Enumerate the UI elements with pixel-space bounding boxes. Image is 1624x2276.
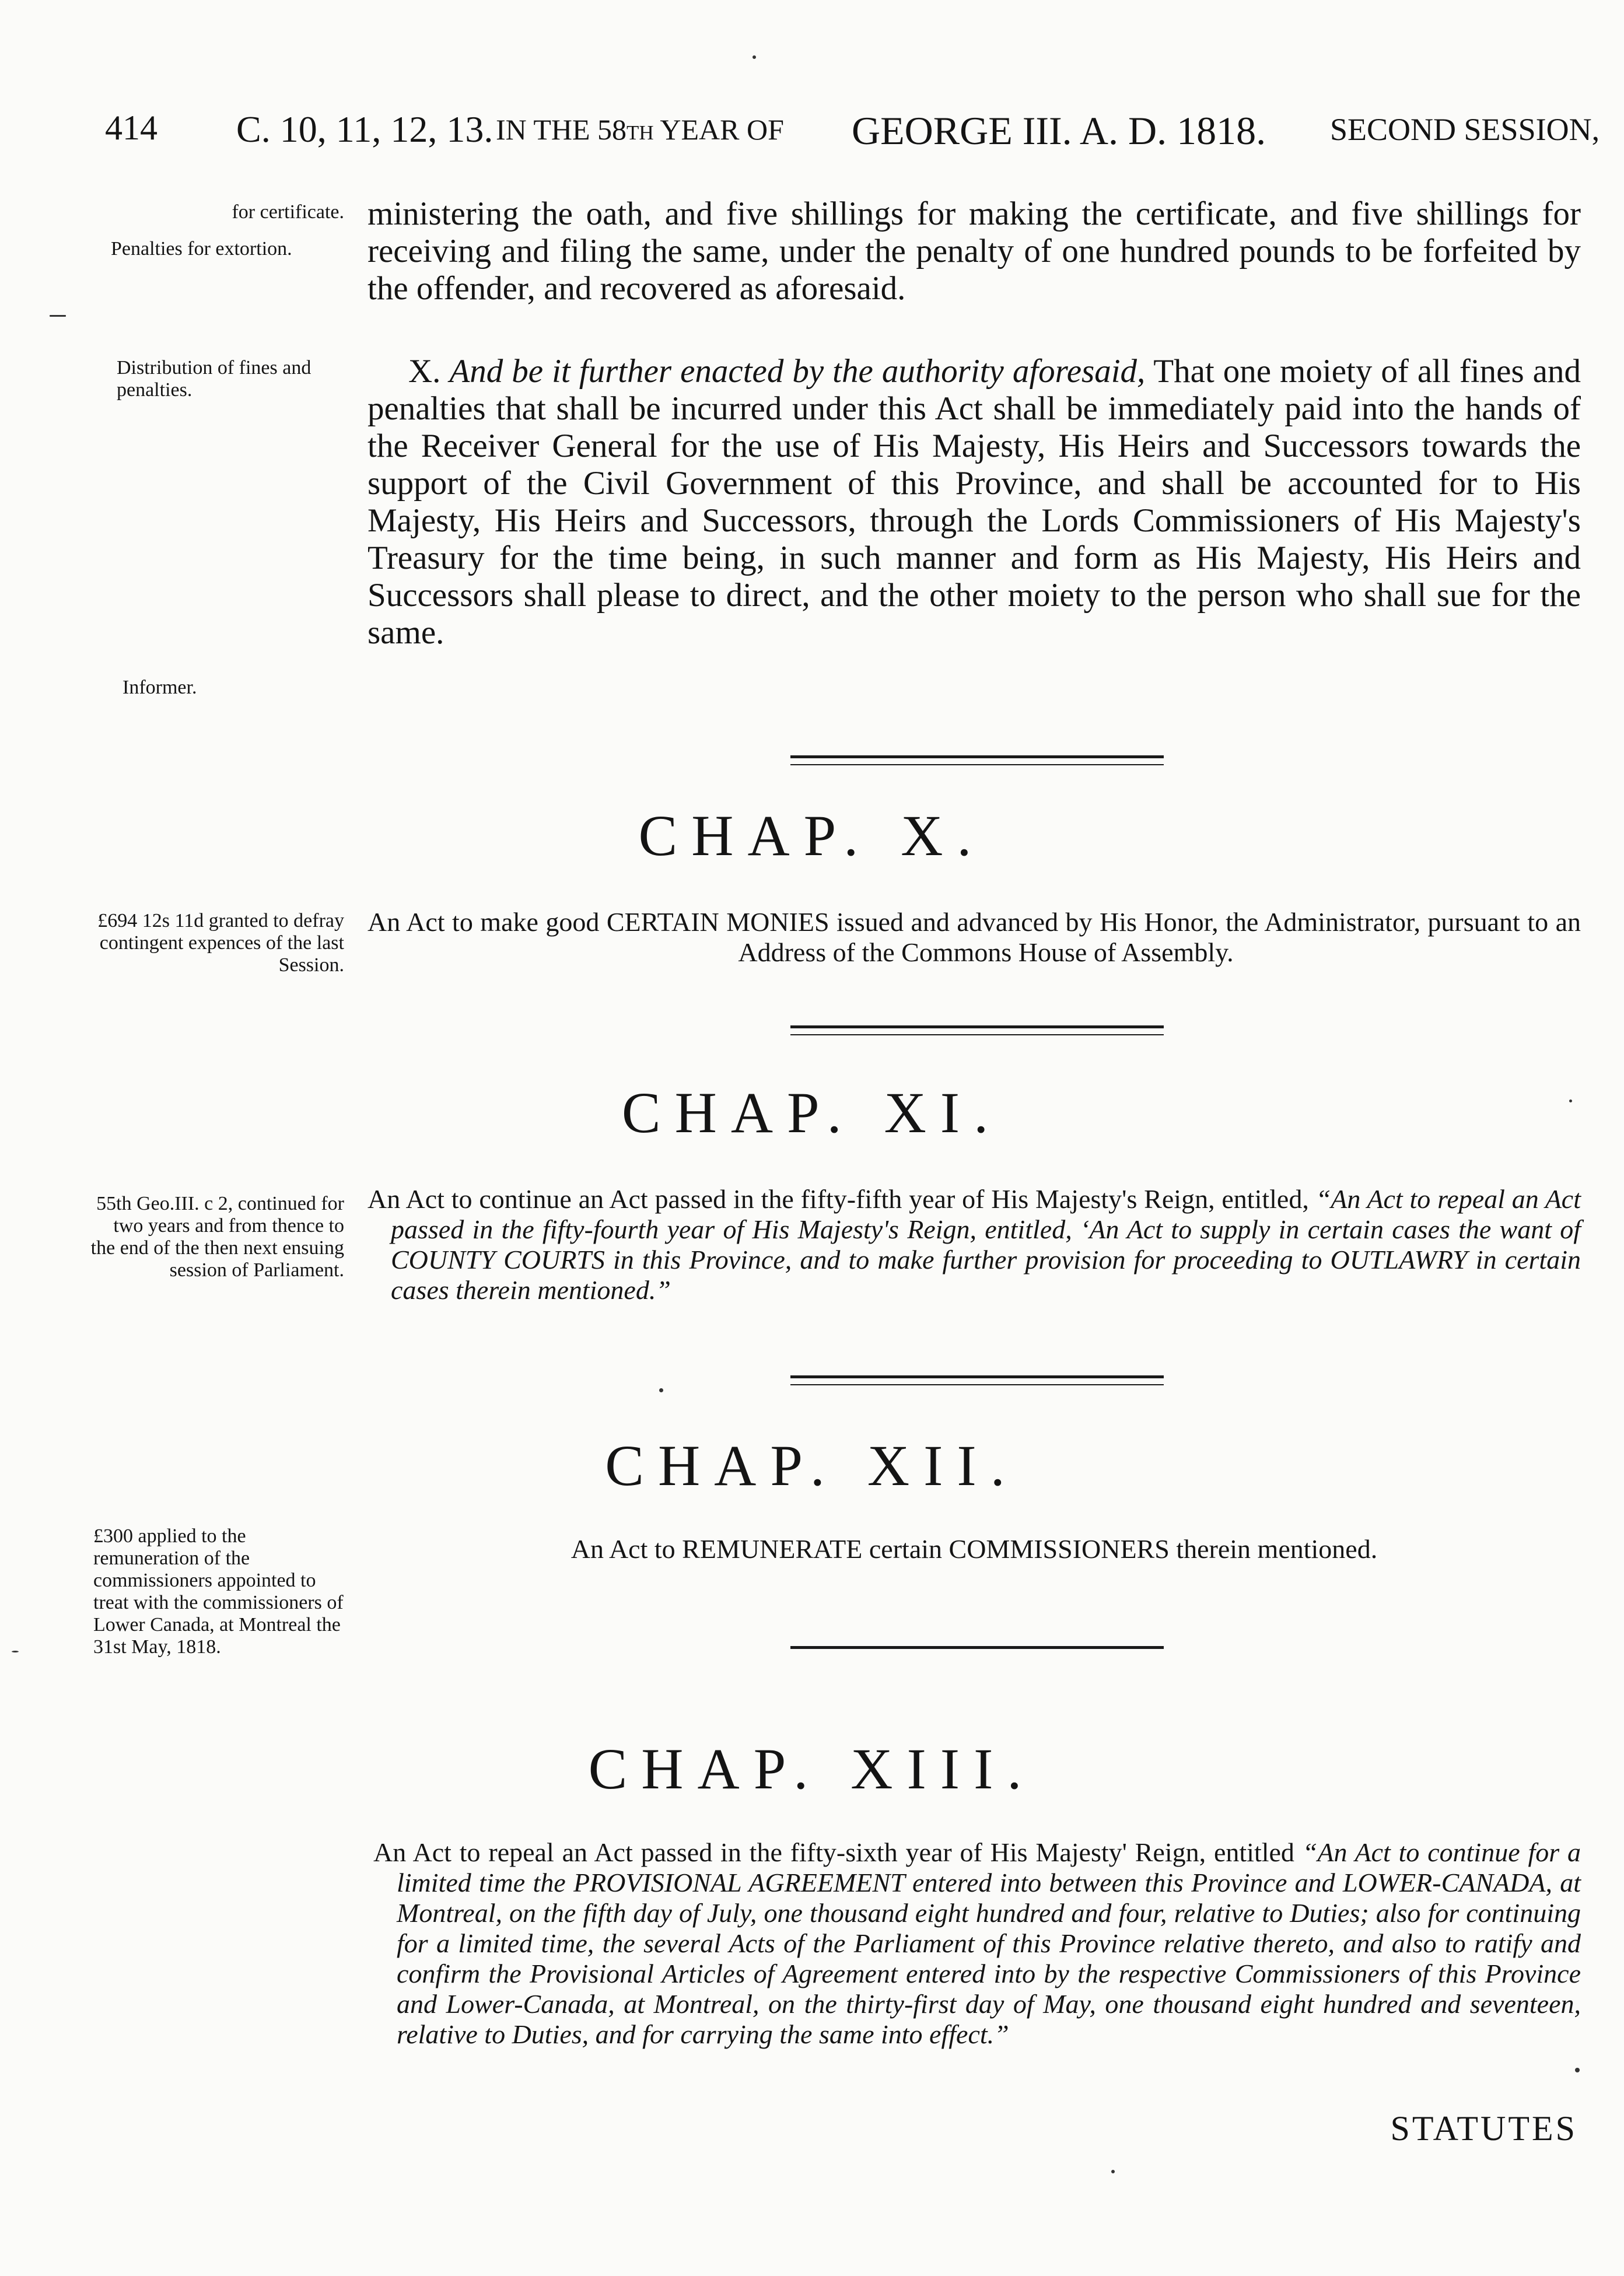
scan-speck <box>1575 2068 1580 2072</box>
rule-top-chap10 <box>790 755 1164 758</box>
chapter-title-xi: CHAP. XI. <box>621 1080 1003 1145</box>
year-phrase: IN THE 58th YEAR OF <box>496 113 784 146</box>
scan-speck <box>659 1388 663 1392</box>
section-x-paragraph <box>368 353 1581 652</box>
scan-speck <box>1111 2170 1115 2173</box>
section-x <box>368 353 1581 652</box>
act-text <box>368 1184 1581 1305</box>
act-text: An Act to make good CERTAIN MONIES issued and advanced by His Honor, the Administrator, pursuant to an Address of the Commons House of Assembly. <box>368 907 1581 967</box>
act-italic: “An Act to repeal an Act passed in the fifty-fourth year of His Majesty's Reign, entitled, ‘An Act to supply in certain cases the want of COUNTY COURTS in this Province, and to make further provision for proceeding to OUTLAWRY in certain cases therein mentioned.” <box>391 1184 1581 1305</box>
rule-top-chap12 <box>790 1375 1164 1378</box>
margin-note-chap12: £300 applied to the remuneration of the commissioners appointed to treat with the commissioners of Lower Canada, at Montreal the 31st May, 1818. <box>93 1525 344 1658</box>
margin-note-chap10: £694 12s 11d granted to defray contingent expences of the last Session. <box>97 910 344 976</box>
session-label: SECOND SESSION, <box>1330 112 1600 147</box>
scan-speck <box>1569 1100 1572 1102</box>
margin-note-distribution: Distribution of fines and penalties. <box>117 357 312 401</box>
margin-note-certificate: for certificate. <box>232 201 344 223</box>
section-continuation: ministering the oath, and five shillings for making the certificate, and five shillings for receiving and filing the same, under the penalty of one hundred pounds to be forfeited by the offender, and recovered as aforesaid. <box>368 195 1581 307</box>
act-italic: “An Act to continue for a limited time the PROVISIONAL AGREEMENT entered into between this Province and LOWER-CANADA, at Montreal, on the fifth day of July, one thousand eight hundred and four, relative to Duties; also for continuing for a limited time, the several Acts of the Parliament of this Province relative thereto, and also to ratify and confirm the Provisional Articles of Agreement entered into by the respective Commissioners of this Province and Lower-Canada, at Montreal, on the thirty-first day of May, one thousand eight hundred and seventeen, relative to Duties, and for carrying the same into effect.” <box>397 1837 1581 2049</box>
chapter-range: C. 10, 11, 12, 13. <box>236 108 494 150</box>
rule-bottom-chap10 <box>790 764 1164 765</box>
monarch-date: GEORGE III. A. D. 1818. <box>852 108 1266 153</box>
section-number: X. <box>408 353 441 390</box>
rule-bottom-chap11 <box>790 1034 1164 1035</box>
act-title-chap12: An Act to REMUNERATE certain COMMISSIONERS therein mentioned. <box>570 1534 1378 1564</box>
running-head <box>88 108 1600 160</box>
act-title-chap13 <box>373 1837 1581 2050</box>
act-lead: An Act to continue an Act passed in the fifty-fifth year of His Majesty's Reign, entitled, <box>368 1184 1309 1214</box>
act-lead: An Act to repeal an Act passed in the fifty-sixth year of His Majesty' Reign, entitled <box>373 1837 1294 1867</box>
margin-note-extortion: Penalties for extortion. <box>111 238 292 260</box>
chapter-title-x: CHAP. X. <box>638 803 986 868</box>
act-title-chap11 <box>368 1184 1581 1305</box>
chapter-title-xiii: CHAP. XIII. <box>588 1736 1036 1801</box>
rule-top-chap13 <box>790 1646 1164 1649</box>
page-number: 414 <box>105 108 158 147</box>
act-text <box>373 1837 1581 2050</box>
margin-note-chap11: 55th Geo.III. c 2, continued for two years and from thence to the end of the then next ensuing session of Parliament. <box>90 1193 344 1281</box>
scan-speck <box>12 1651 19 1652</box>
enacting-clause: And be it further enacted by the authority aforesaid, <box>449 353 1146 390</box>
chapter-title-xii: CHAP. XII. <box>605 1433 1019 1498</box>
rule-top-chap11 <box>790 1025 1164 1028</box>
rule-bottom-chap12 <box>790 1384 1164 1385</box>
margin-note-informer: Informer. <box>123 677 197 698</box>
act-title-chap10 <box>368 907 1581 968</box>
scan-speck <box>752 55 756 59</box>
catchword: STATUTES <box>1390 2109 1577 2148</box>
scan-speck <box>50 315 66 317</box>
section-text: That one moiety of all fines and penalties that shall be incurred under this Act shall be immediately paid into the hands of the Receiver General for the use of His Majesty, His Heirs and Successors towards the support of the Civil Government of this Province, and shall be accounted for to His Majesty, His Heirs and Successors, through the Lords Commissioners of His Majesty's Treasury for the time being, in such manner and form as His Majesty, His Heirs and Successors shall please to direct, and the other moiety to the person who shall sue for the same. <box>368 353 1581 651</box>
